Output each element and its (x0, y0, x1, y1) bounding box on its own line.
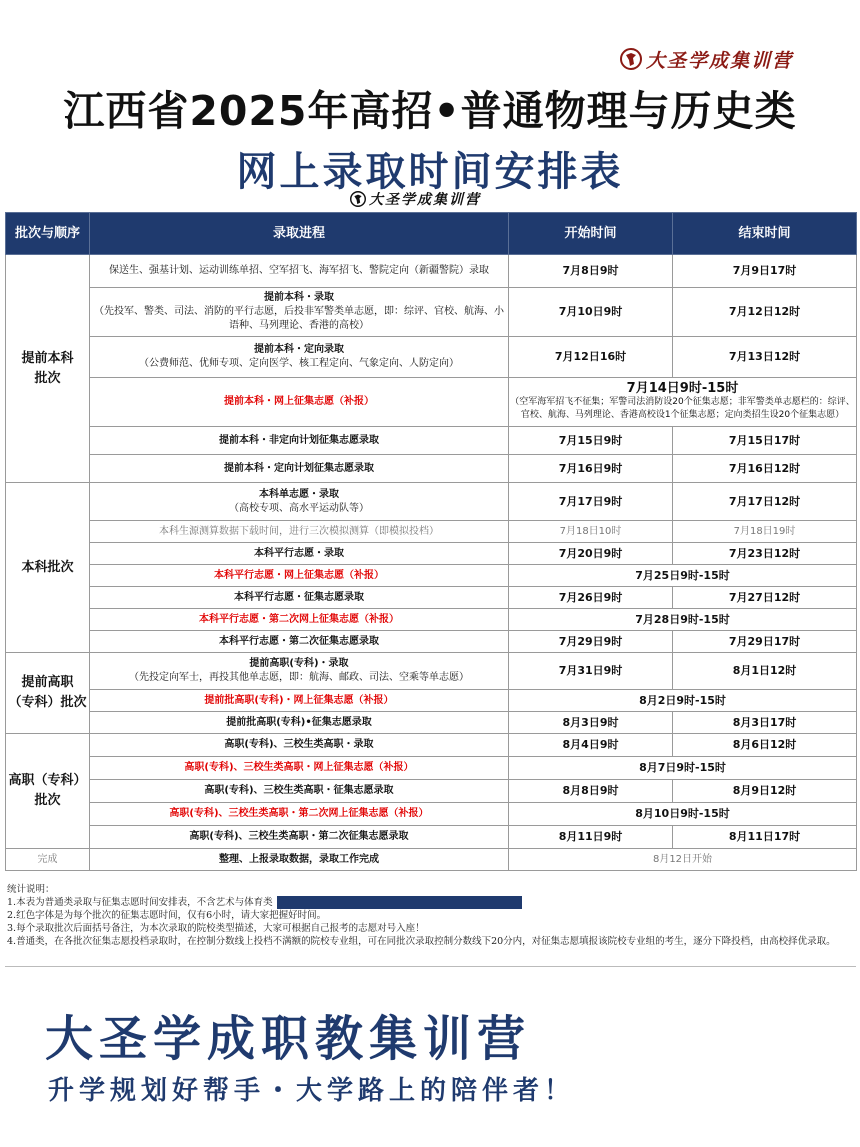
table-row (6, 587, 857, 609)
span-time-main: 7月14日9时-15时 (626, 381, 739, 396)
notes-section (7, 883, 857, 948)
monkey-logo-icon (350, 191, 366, 207)
process-cell (90, 288, 509, 337)
span-time: 8月12日开始 (509, 849, 857, 871)
table-row (6, 521, 857, 543)
end-time: 8月11日17时 (673, 826, 857, 849)
start-time: 7月31日9时 (509, 653, 673, 690)
process-cell: 高职(专科)、三校生类高职・第二次网上征集志愿（补报） (90, 803, 509, 826)
batch-vocational: 高职（专科） 批次 (6, 734, 90, 849)
end-time: 7月17日12时 (673, 483, 857, 521)
footer-brand: 大圣学成职教集训营 (45, 1011, 532, 1067)
process-main: 本科单志愿・录取 (259, 488, 339, 500)
start-time: 7月15日9时 (509, 427, 673, 455)
start-time: 7月16日9时 (509, 455, 673, 483)
span-time (509, 378, 857, 427)
batch-undergrad: 本科批次 (6, 483, 90, 653)
notes-divider (5, 966, 856, 967)
table-row (6, 337, 857, 378)
start-time: 7月8日9时 (509, 255, 673, 288)
start-time: 7月18日10时 (509, 521, 673, 543)
span-time: 8月2日9时-15时 (509, 690, 857, 712)
end-time: 8月1日12时 (673, 653, 857, 690)
end-time: 7月16日12时 (673, 455, 857, 483)
note-line-4: 4.普通类，在各批次征集志愿投档录取时，在控制分数线上投档不满额的院校专业组，可在同批次录取控制分数线下20分内，对征集志愿填报该院校专业组的考生，逐分下降投档，由高校择优录取。 (7, 936, 836, 947)
process-cell (90, 653, 509, 690)
header-end: 结束时间 (673, 213, 857, 255)
process-cell: 本科平行志愿・第二次网上征集志愿（补报） (90, 609, 509, 631)
process-cell: 本科生源测算数据下载时间，进行三次模拟测算（即模拟投档） (90, 521, 509, 543)
process-cell (90, 337, 509, 378)
process-main: 提前高职(专科)・录取 (249, 658, 349, 669)
table-row (6, 803, 857, 826)
table-row (6, 690, 857, 712)
start-time: 7月20日9时 (509, 543, 673, 565)
process-cell: 高职(专科)、三校生类高职・征集志愿录取 (90, 780, 509, 803)
table-row (6, 631, 857, 653)
table-row (6, 255, 857, 288)
batch-complete: 完成 (6, 849, 90, 871)
table-row (6, 288, 857, 337)
end-time: 7月23日12时 (673, 543, 857, 565)
table-row (6, 427, 857, 455)
end-time: 7月18日19时 (673, 521, 857, 543)
table-header-row (6, 213, 857, 255)
table-row (6, 653, 857, 690)
process-cell: 高职(专科)、三校生类高职・第二次征集志愿录取 (90, 826, 509, 849)
process-cell: 高职(专科)、三校生类高职・录取 (90, 734, 509, 757)
table-row (6, 734, 857, 757)
start-time: 8月3日9时 (509, 712, 673, 734)
start-time: 7月12日16时 (509, 337, 673, 378)
table-row (6, 609, 857, 631)
end-time: 7月27日12时 (673, 587, 857, 609)
process-note: （公费师范、优师专项、定向医学、核工程定向、气象定向、人防定向） (139, 358, 459, 369)
end-time: 8月3日17时 (673, 712, 857, 734)
span-time: 8月7日9时-15时 (509, 757, 857, 780)
footer-slogan: 升学规划好帮手・大学路上的陪伴者！ (48, 1076, 576, 1106)
start-time: 8月4日9时 (509, 734, 673, 757)
end-time: 8月6日12时 (673, 734, 857, 757)
table-row (6, 780, 857, 803)
table-row (6, 455, 857, 483)
start-time: 7月26日9时 (509, 587, 673, 609)
process-cell: 保送生、强基计划、运动训练单招、空军招飞、海军招飞、警院定向（新疆警院）录取 (90, 255, 509, 288)
batch-early-vocational: 提前高职 （专科）批次 (6, 653, 90, 734)
process-main: 提前本科・定向录取 (254, 344, 344, 355)
note-1-text: 1.本表为普通类录取与征集志愿时间安排表，不含艺术与体育类 (7, 897, 273, 908)
header-process: 录取进程 (90, 213, 509, 255)
span-time-note: （空军海军招飞不征集；军警司法消防设20个征集志愿；非军警类单志愿栏的：综评、官校、航海、马列理论、香港高校设1个征集志愿；定向类招生设20个征集志愿） (510, 397, 855, 420)
schedule-table (5, 212, 857, 871)
process-cell: 本科平行志愿・录取 (90, 543, 509, 565)
process-main: 提前本科・录取 (264, 292, 334, 303)
note-line-2: 2.红色字体是为每个批次的征集志愿时间，仅有6小时，请大家把握好时间。 (7, 910, 327, 921)
process-note: （先投军、警类、司法、消防的平行志愿，后投非军警类单志愿，即：综评、官校、航海、小语种、马列理论、香港的高校） (94, 306, 504, 331)
brand-logo-mid (350, 188, 481, 210)
process-cell (90, 483, 509, 521)
end-time: 7月29日17时 (673, 631, 857, 653)
table-row (6, 849, 857, 871)
table-row (6, 757, 857, 780)
process-note: （先投定向军士，再投其他单志愿，即：航海、邮政、司法、空乘等单志愿） (129, 672, 469, 683)
note-line-1 (7, 896, 857, 909)
batch-early-undergrad: 提前本科 批次 (6, 255, 90, 483)
page-title: 江西省2025年高招•普通物理与历史类 (63, 87, 797, 135)
brand-name-top: 大圣学成集训营 (646, 49, 794, 72)
table-row (6, 543, 857, 565)
redaction-bar (277, 896, 522, 909)
process-cell: 整理、上报录取数据，录取工作完成 (90, 849, 509, 871)
end-time: 7月9日17时 (673, 255, 857, 288)
process-cell: 提前批高职(专科)•征集志愿录取 (90, 712, 509, 734)
note-line-3: 3.每个录取批次后面括号备注，为本次录取的院校类型描述，大家可根据自己报考的志愿对号入座！ (7, 923, 425, 934)
end-time: 7月13日12时 (673, 337, 857, 378)
table-row (6, 378, 857, 427)
process-cell: 高职(专科)、三校生类高职・网上征集志愿（补报） (90, 757, 509, 780)
start-time: 7月17日9时 (509, 483, 673, 521)
end-time: 8月9日12时 (673, 780, 857, 803)
table-row (6, 712, 857, 734)
span-time: 7月28日9时-15时 (509, 609, 857, 631)
start-time: 7月10日9时 (509, 288, 673, 337)
span-time: 7月25日9时-15时 (509, 565, 857, 587)
header-start: 开始时间 (509, 213, 673, 255)
process-cell: 提前本科・网上征集志愿（补报） (90, 378, 509, 427)
end-time: 7月15日17时 (673, 427, 857, 455)
process-cell: 提前本科・定向计划征集志愿录取 (90, 455, 509, 483)
notes-title: 统计说明： (7, 884, 55, 895)
span-time: 8月10日9时-15时 (509, 803, 857, 826)
start-time: 8月8日9时 (509, 780, 673, 803)
brand-logo-top (620, 46, 793, 72)
monkey-logo-icon (620, 48, 642, 70)
process-cell: 提前批高职(专科)・网上征集志愿（补报） (90, 690, 509, 712)
table-row (6, 565, 857, 587)
process-note: （高校专项、高水平运动队等） (229, 502, 369, 514)
table-row (6, 483, 857, 521)
page-subtitle: 网上录取时间安排表 (236, 149, 624, 195)
header-batch: 批次与顺序 (6, 213, 90, 255)
end-time: 7月12日12时 (673, 288, 857, 337)
table-row (6, 826, 857, 849)
process-cell: 本科平行志愿・第二次征集志愿录取 (90, 631, 509, 653)
process-cell: 提前本科・非定向计划征集志愿录取 (90, 427, 509, 455)
process-cell: 本科平行志愿・征集志愿录取 (90, 587, 509, 609)
brand-name-mid: 大圣学成集训营 (369, 192, 481, 208)
process-cell: 本科平行志愿・网上征集志愿（补报） (90, 565, 509, 587)
start-time: 7月29日9时 (509, 631, 673, 653)
start-time: 8月11日9时 (509, 826, 673, 849)
